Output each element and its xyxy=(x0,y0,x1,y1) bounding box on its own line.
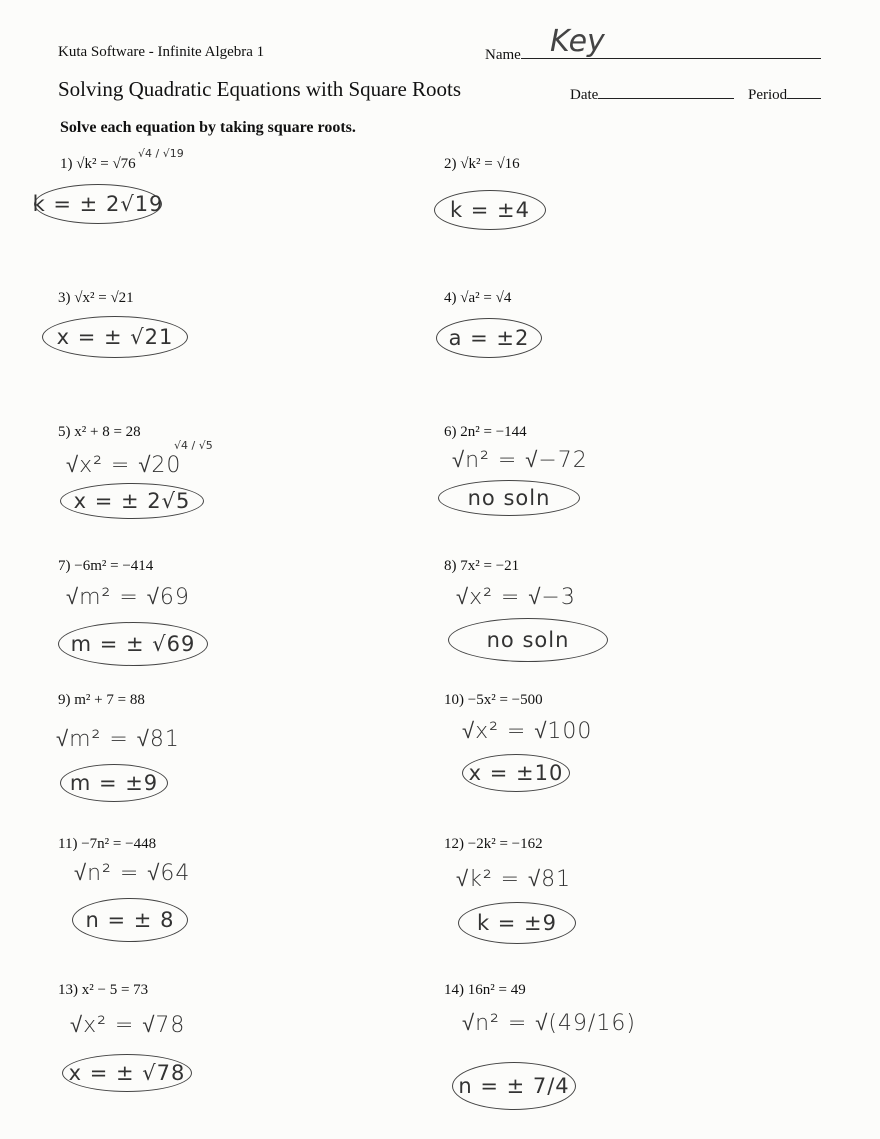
problem-3 xyxy=(58,290,134,307)
problem-7 xyxy=(58,558,153,575)
answer-circle: n = ± 7/4 xyxy=(452,1062,576,1110)
answer-circle: x = ± 2√5 xyxy=(60,483,204,519)
problem-equation: 16n² = 49 xyxy=(467,982,526,998)
problem-equation: √k² = √16 xyxy=(460,156,520,172)
problem-number: 11) xyxy=(58,836,78,852)
problem-12 xyxy=(444,836,543,853)
answer-circle: a = ±2 xyxy=(436,318,542,358)
period-field xyxy=(748,84,821,104)
handwritten-work: √n² = √−72 xyxy=(452,448,588,473)
problem-number: 1) xyxy=(60,156,73,172)
problem-equation: √x² = √21 xyxy=(74,290,134,306)
problem-number: 5) xyxy=(58,424,71,440)
handwritten-work: √m² = √69 xyxy=(66,585,190,610)
handwritten-work: √x² = √100 xyxy=(462,719,593,744)
problem-number: 2) xyxy=(444,156,457,172)
problem-equation: −7n² = −448 xyxy=(81,836,157,852)
problem-2 xyxy=(444,156,520,173)
problem-5 xyxy=(58,424,141,441)
period-line xyxy=(787,84,821,99)
answer-circle: no soln xyxy=(448,618,608,662)
handwritten-work: √k² = √81 xyxy=(456,867,572,892)
date-label: Date xyxy=(570,87,599,103)
handwritten-work: √n² = √64 xyxy=(74,861,191,886)
problem-number: 9) xyxy=(58,692,71,708)
problem-equation: −2k² = −162 xyxy=(467,836,543,852)
problem-14 xyxy=(444,982,526,999)
problem-1 xyxy=(60,156,136,173)
handwritten-work: √m² = √81 xyxy=(56,727,180,752)
problem-equation: 7x² = −21 xyxy=(460,558,520,574)
date-line xyxy=(598,84,734,99)
worksheet-title: Solving Quadratic Equations with Square Roots xyxy=(58,77,462,101)
problem-number: 3) xyxy=(58,290,71,306)
name-value-handwritten: Key xyxy=(550,24,605,59)
name-label: Name xyxy=(485,47,521,63)
answer-circle: n = ± 8 xyxy=(72,898,188,942)
problem-11 xyxy=(58,836,156,853)
period-label: Period xyxy=(748,87,788,103)
date-field xyxy=(570,84,734,104)
answer-circle: m = ±9 xyxy=(60,764,168,802)
problem-number: 8) xyxy=(444,558,457,574)
problem-10 xyxy=(444,692,543,709)
problem-6 xyxy=(444,424,527,441)
publisher: Kuta Software - Infinite Algebra 1 xyxy=(58,44,265,60)
problem-equation: √k² = √76 xyxy=(76,156,136,172)
problem-equation: m² + 7 = 88 xyxy=(74,692,145,708)
problem-13 xyxy=(58,982,148,999)
handwritten-work: √n² = √(49/16) xyxy=(462,1011,636,1036)
problem-equation: x² − 5 = 73 xyxy=(81,982,149,998)
problem-number: 10) xyxy=(444,692,464,708)
margin-note: √4 / √19 xyxy=(138,147,184,160)
problem-number: 6) xyxy=(444,424,457,440)
problem-number: 12) xyxy=(444,836,464,852)
answer-circle: m = ± √69 xyxy=(58,622,208,666)
problem-equation: −6m² = −414 xyxy=(74,558,154,574)
problem-number: 7) xyxy=(58,558,71,574)
handwritten-work: √x² = √−3 xyxy=(456,585,576,610)
handwritten-work: √x² = √78 xyxy=(70,1013,186,1038)
problem-equation: x² + 8 = 28 xyxy=(74,424,141,440)
instructions: Solve each equation by taking square roots. xyxy=(60,119,356,136)
problem-equation: 2n² = −144 xyxy=(460,424,527,440)
answer-circle: k = ±9 xyxy=(458,902,576,944)
problem-4 xyxy=(444,290,511,307)
answer-circle: k = ± 2√19 xyxy=(34,184,162,224)
margin-note: √4 / √5 xyxy=(174,439,213,452)
problem-number: 14) xyxy=(444,982,464,998)
problem-number: 13) xyxy=(58,982,78,998)
answer-circle: k = ±4 xyxy=(434,190,546,230)
answer-circle: x = ± √78 xyxy=(62,1054,192,1092)
problem-equation: √a² = √4 xyxy=(460,290,512,306)
problem-8 xyxy=(444,558,519,575)
handwritten-work: √x² = √20 xyxy=(66,453,182,478)
answer-circle: no soln xyxy=(438,480,580,516)
answer-circle: x = ±10 xyxy=(462,754,570,792)
problem-number: 4) xyxy=(444,290,457,306)
problem-9 xyxy=(58,692,145,709)
problem-equation: −5x² = −500 xyxy=(467,692,543,708)
name-field xyxy=(485,44,821,64)
answer-circle: x = ± √21 xyxy=(42,316,188,358)
